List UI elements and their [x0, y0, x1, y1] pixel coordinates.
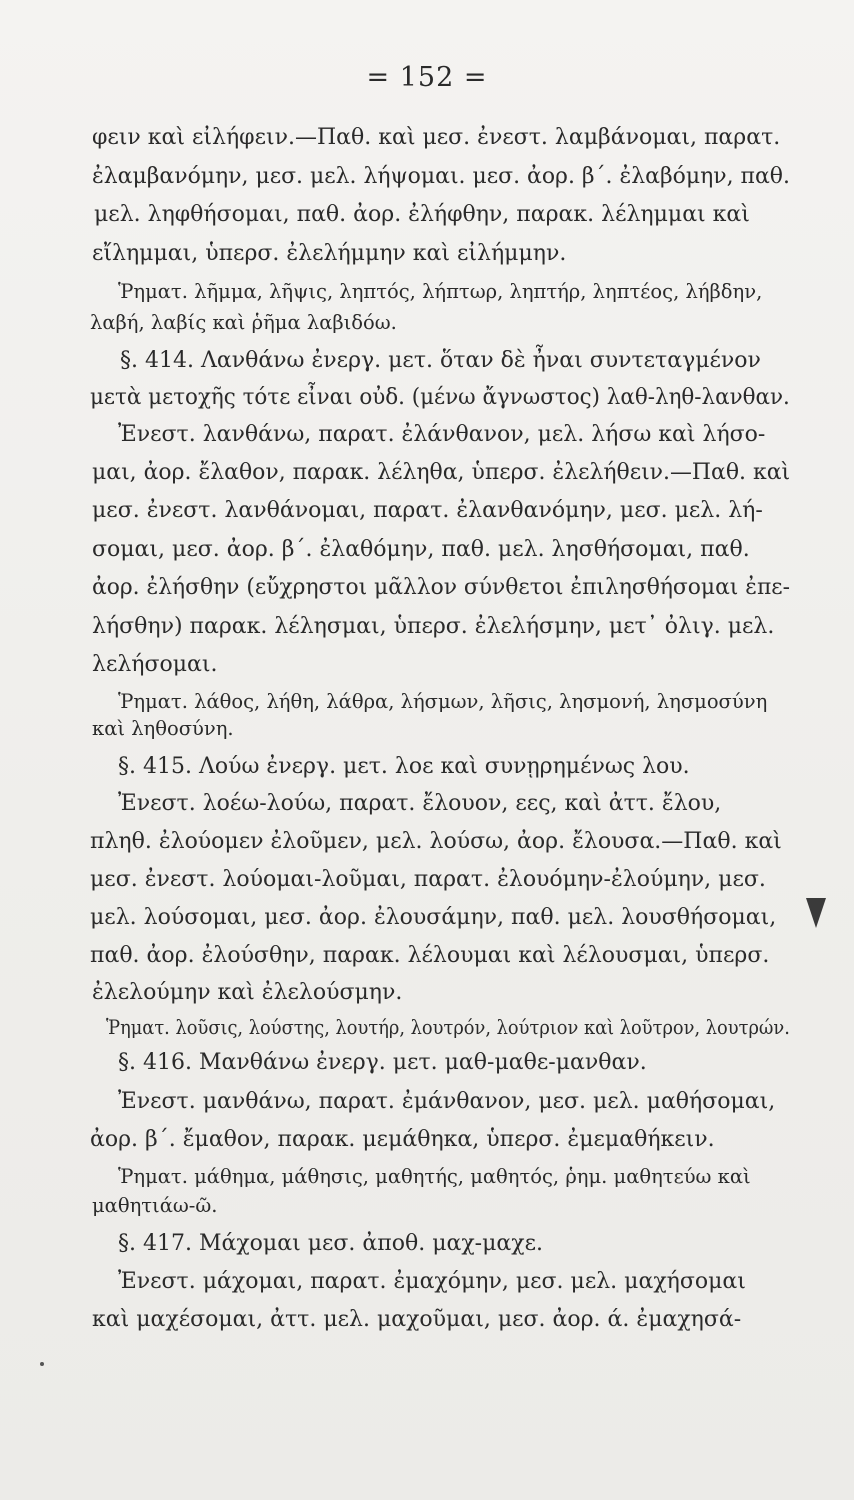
text-line: πληθ. ἐλούομεν ἐλοῦμεν, μελ. λούσω, ἀορ. ἔλουσα.—Παθ. καὶ [90, 829, 782, 854]
text-line: σομαι, μεσ. ἀορ. β΄. ἐλαθόμην, παθ. μελ. λησθήσομαι, παθ. [92, 537, 750, 562]
text-line: ἀορ. ἐλήσθην (εὔχρηστοι μᾶλλον σύνθετοι ἐπιλησθήσομαι ἐπε- [92, 575, 790, 600]
text-line: μελ. ληφθήσομαι, παθ. ἀορ. ἐλήφθην, παρακ. λέλημμαι καὶ [94, 202, 750, 227]
section-heading-415: §. 415. Λούω ἐνεργ. μετ. λοε καὶ συνῃρημένως λου. [118, 754, 690, 779]
text-line: Ῥηματ. λῆμμα, λῆψις, ληπτός, λήπτωρ, ληπτήρ, ληπτέος, λήβδην, [118, 280, 763, 303]
margin-mark [806, 898, 826, 928]
text-line: μετὰ μετοχῆς τότε εἶναι οὐδ. (μένω ἄγνωστος) λαθ-ληθ-λανθαν. [90, 385, 790, 410]
text-line: Ῥηματ. λάθος, λήθη, λάθρα, λήσμων, λῆσις, λησμονή, λησμοσύνη [118, 690, 768, 713]
page-number: = 152 = [366, 62, 488, 93]
text-line: λήσθην) παρακ. λέλησμαι, ὑπερσ. ἐλελήσμην, μετ᾽ ὀλιγ. μελ. [92, 614, 775, 639]
text-line: ἐλελούμην καὶ ἐλελούσμην. [92, 980, 403, 1005]
text-line: Ἐνεστ. λοέω-λούω, παρατ. ἔλουον, εες, καὶ ἀττ. ἔλου, [118, 791, 722, 816]
text-line: παθ. ἀορ. ἐλούσθην, παρακ. λέλουμαι καὶ λέλουσμαι, ὑπερσ. [90, 943, 770, 968]
text-line: μαθητιάω-ῶ. [92, 1194, 218, 1217]
text-line: καὶ ληθοσύνη. [92, 717, 234, 740]
section-heading-416: §. 416. Μανθάνω ἐνεργ. μετ. μαθ-μαθε-μανθαν. [118, 1050, 647, 1075]
text-line: Ῥηματ. λοῦσις, λούστης, λουτήρ, λουτρόν, λούτριον καὶ λοῦτρον, λουτρών. [106, 1016, 790, 1039]
text-line: μαι, ἀορ. ἔλαθον, παρακ. λέληθα, ὑπερσ. ἐλελήθειν.—Παθ. καὶ [92, 460, 791, 485]
section-heading-414: §. 414. Λανθάνω ἐνεργ. μετ. ὅταν δὲ ἦναι συντεταγμένον [120, 348, 761, 373]
text-line: Ἐνεστ. λανθάνω, παρατ. ἐλάνθανον, μελ. λήσω καὶ λήσο- [118, 422, 766, 447]
text-line: λελήσομαι. [92, 652, 218, 677]
text-line: ἀορ. β΄. ἔμαθον, παρακ. μεμάθηκα, ὑπερσ. ἐμεμαθήκειν. [90, 1127, 715, 1152]
text-line: εἴλημμαι, ὑπερσ. ἐλελήμμην καὶ εἰλήμμην. [92, 241, 567, 266]
text-line: καὶ μαχέσομαι, ἀττ. μελ. μαχοῦμαι, μεσ. ἀορ. ά. ἐμαχησά- [92, 1307, 742, 1332]
text-line: μελ. λούσομαι, μεσ. ἀορ. ἐλουσάμην, παθ. μελ. λουσθήσομαι, [90, 905, 777, 930]
text-line: ἐλαμβανόμην, μεσ. μελ. λήψομαι. μεσ. ἀορ. β΄. ἐλαβόμην, παθ. [92, 164, 790, 189]
text-line: Ἐνεστ. μανθάνω, παρατ. ἐμάνθανον, μεσ. μελ. μαθήσομαι, [118, 1089, 776, 1114]
text-line: μεσ. ἐνεστ. λούομαι-λοῦμαι, παρατ. ἐλουόμην-ἐλούμην, μεσ. [90, 867, 766, 892]
text-line: Ἐνεστ. μάχομαι, παρατ. ἐμαχόμην, μεσ. μελ. μαχήσομαι [118, 1269, 746, 1294]
text-line: φειν καὶ εἰλήφειν.—Παθ. καὶ μεσ. ἐνεστ. λαμβάνομαι, παρατ. [92, 125, 781, 150]
text-line: λαβή, λαβίς καὶ ῥῆμα λαβιδόω. [90, 311, 397, 334]
section-heading-417: §. 417. Μάχομαι μεσ. ἀποθ. μαχ-μαχε. [118, 1231, 543, 1256]
text-line: Ῥηματ. μάθημα, μάθησις, μαθητής, μαθητός, ῥημ. μαθητεύω καὶ [118, 1165, 751, 1188]
paper-speck [40, 1362, 44, 1366]
text-line: μεσ. ἐνεστ. λανθάνομαι, παρατ. ἐλανθανόμην, μεσ. μελ. λή- [92, 498, 763, 523]
